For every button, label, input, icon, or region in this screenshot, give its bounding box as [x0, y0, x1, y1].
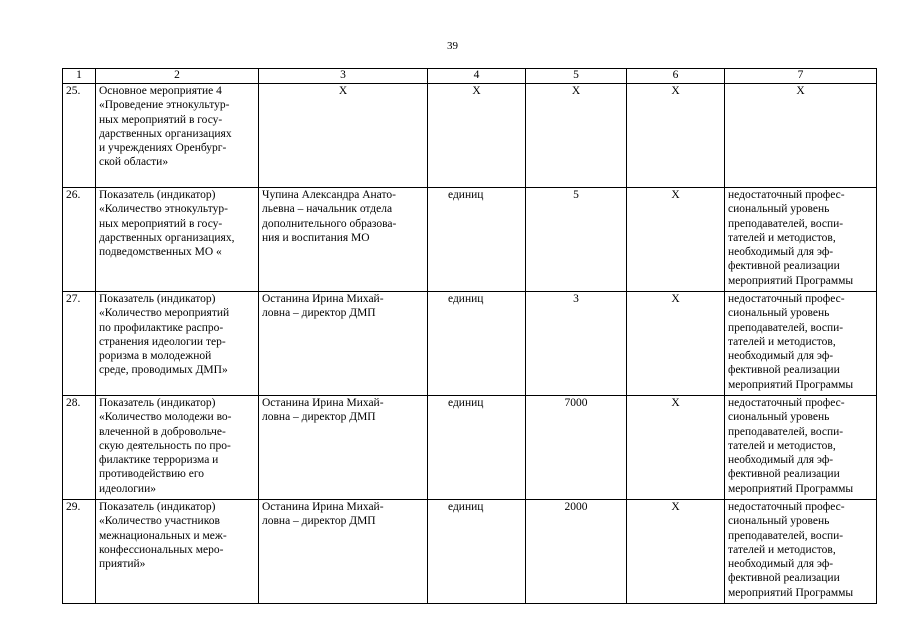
row-number: 25.	[63, 84, 96, 188]
row-unit: единиц	[428, 396, 526, 500]
row-value: 5	[526, 188, 627, 292]
row-value: 7000	[526, 396, 627, 500]
column-header: 4	[428, 69, 526, 84]
row-number: 28.	[63, 396, 96, 500]
row-value: 2000	[526, 500, 627, 604]
row-name: Показатель (индикатор) «Количество участников межнациональных и меж- конфессиональных меро- приятий»	[96, 500, 259, 604]
column-header: 2	[96, 69, 259, 84]
table-header-row	[63, 69, 877, 84]
row-note: недостаточный профес- сиональный уровень преподавателей, воспи- тателей и методистов, необходимый для эф- фективной реализации мероприятий Программы	[725, 188, 877, 292]
table-row	[63, 188, 877, 292]
row-name: Основное мероприятие 4 «Проведение этнокультур- ных мероприятий в госу- дарственных организациях и учреждениях Оренбург- ской области»	[96, 84, 259, 188]
row-responsible: Останина Ирина Михай- ловна – директор ДМП	[259, 292, 428, 396]
row-number: 26.	[63, 188, 96, 292]
row-responsible: Останина Ирина Михай- ловна – директор ДМП	[259, 396, 428, 500]
column-header: 1	[63, 69, 96, 84]
row-value: 3	[526, 292, 627, 396]
row-unit: единиц	[428, 500, 526, 604]
column-header: 6	[627, 69, 725, 84]
row-note: недостаточный профес- сиональный уровень преподавателей, воспи- тателей и методистов, необходимый для эф- фективной реализации мероприятий Программы	[725, 500, 877, 604]
row-unit: единиц	[428, 188, 526, 292]
row-responsible: X	[259, 84, 428, 188]
page-number: 39	[447, 40, 458, 52]
table-row	[63, 500, 877, 604]
row-name: Показатель (индикатор) «Количество молодежи во- влеченной в добровольче- скую деятельность по про- филактике терроризма и противодействию его идеологии»	[96, 396, 259, 500]
row-note: недостаточный профес- сиональный уровень преподавателей, воспи- тателей и методистов, необходимый для эф- фективной реализации мероприятий Программы	[725, 292, 877, 396]
column-header: 5	[526, 69, 627, 84]
row-name: Показатель (индикатор) «Количество этнокультур- ных мероприятий в госу- дарственных организациях, подведомственных МО «	[96, 188, 259, 292]
row-name: Показатель (индикатор) «Количество мероприятий по профилактике распро- странения идеологии тер- роризма в молодежной среде, проводимых ДМП»	[96, 292, 259, 396]
table-row	[63, 396, 877, 500]
row-col6: X	[627, 188, 725, 292]
row-unit: единиц	[428, 292, 526, 396]
row-value: X	[526, 84, 627, 188]
indicators-table	[62, 68, 877, 604]
row-unit: X	[428, 84, 526, 188]
table-row	[63, 84, 877, 188]
row-responsible: Чупина Александра Анато- льевна – начальник отдела дополнительного образова- ния и воспитания МО	[259, 188, 428, 292]
row-col6: X	[627, 396, 725, 500]
table-row	[63, 292, 877, 396]
row-note: недостаточный профес- сиональный уровень преподавателей, воспи- тателей и методистов, необходимый для эф- фективной реализации мероприятий Программы	[725, 396, 877, 500]
row-number: 27.	[63, 292, 96, 396]
row-note: X	[725, 84, 877, 188]
row-col6: X	[627, 84, 725, 188]
row-col6: X	[627, 500, 725, 604]
column-header: 3	[259, 69, 428, 84]
row-number: 29.	[63, 500, 96, 604]
row-col6: X	[627, 292, 725, 396]
row-responsible: Останина Ирина Михай- ловна – директор ДМП	[259, 500, 428, 604]
column-header: 7	[725, 69, 877, 84]
